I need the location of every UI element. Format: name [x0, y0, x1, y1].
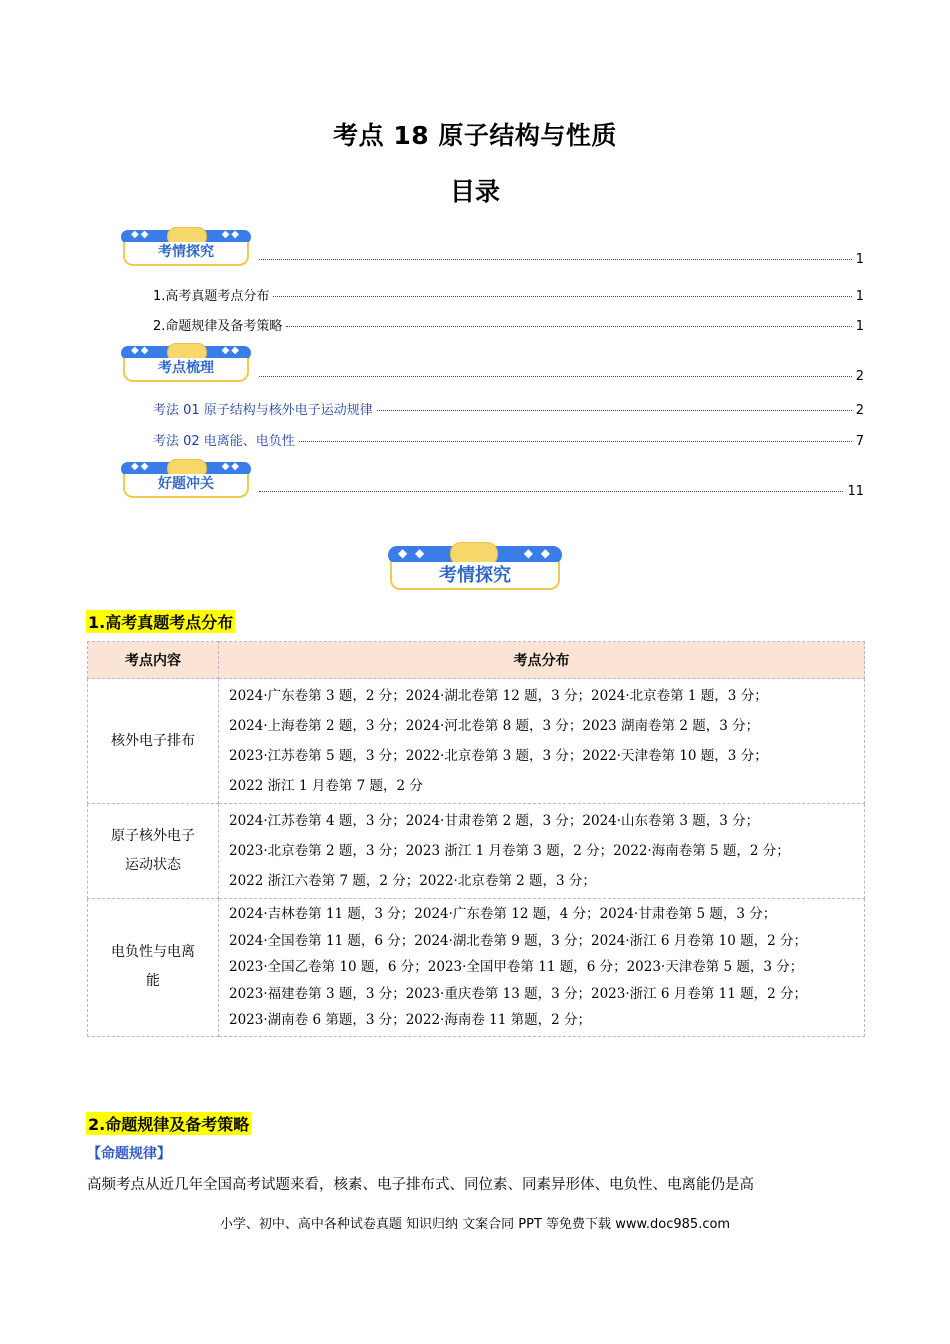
section-badge-exam-analysis [388, 546, 562, 592]
exam-line: 2023·湖南卷 6 第题，3 分；2022·海南卷 11 第题，2 分； [229, 1012, 591, 1028]
table-header-cell: 考点内容 [88, 642, 219, 679]
exam-line: 2023·全国乙卷第 10 题，6 分；2023·全国甲卷第 11 题，6 分；2023·天津卷第 5 题，3 分； [229, 959, 804, 975]
toc-line-badge1[interactable] [255, 252, 864, 267]
exam-line: 2023·福建卷第 3 题，3 分；2023·重庆卷第 13 题，3 分；2023·浙江 6 月卷第 11 题，2 分； [229, 985, 807, 1002]
toc-badge-practice[interactable] [121, 462, 251, 498]
exam-line: 2024·广东卷第 3 题，2 分；2024·湖北卷第 12 题，3 分；2024·北京卷第 1 题，3 分； [229, 688, 768, 704]
toc-item-exam-distribution[interactable] [153, 285, 864, 304]
badge-label: 考点梳理 [158, 360, 214, 376]
exam-line: 2022 浙江六卷第 7 题，2 分；2022·北京卷第 2 题，3 分； [229, 873, 596, 889]
toc-item-label: 考法 02 电离能、电负性 [153, 434, 295, 449]
badge-label: 考情探究 [158, 244, 214, 260]
toc-item-label: 考法 01 原子结构与核外电子运动规律 [153, 403, 373, 418]
table-category-cell [88, 899, 219, 1037]
toc-badge-knowledge-review[interactable] [121, 346, 251, 382]
section-title-exam-distribution: 1.高考真题考点分布 [86, 610, 235, 633]
toc-badge-exam-analysis[interactable] [121, 230, 251, 266]
exam-line: 2023·江苏卷第 5 题，3 分；2022·北京卷第 3 题，3 分；2022·天津卷第 10 题，3 分； [229, 748, 768, 764]
toc-heading: 目录 [449, 177, 500, 206]
rule-heading: 【命题规律】 [87, 1146, 171, 1162]
toc-page-number: 1 [855, 319, 864, 334]
badge-bar: ◆◆ ◆◆ [121, 230, 251, 244]
table-items-cell [219, 899, 865, 1037]
toc-item-proposition-rules[interactable] [153, 315, 864, 334]
body-paragraph: 高频考点从近几年全国高考试题来看，核素、电子排布式、同位素、同素异形体、电负性、电离能仍是高 [87, 1177, 754, 1193]
toc-leader [377, 409, 852, 411]
table-row [88, 804, 865, 899]
toc-leader [299, 440, 852, 442]
toc-page-number: 2 [855, 403, 864, 418]
toc-item-label: 2.命题规律及备考策略 [153, 319, 283, 334]
toc-item-label: 1.高考真题考点分布 [153, 289, 270, 304]
badge-bar: ◆◆ ◆◆ [121, 462, 251, 476]
table-items-cell [219, 804, 865, 899]
exam-line: 2022 浙江 1 月卷第 7 题，2 分 [229, 778, 423, 794]
toc-leader [259, 375, 852, 377]
badge-bar: ◆◆ ◆◆ [121, 346, 251, 360]
toc-page-number: 1 [855, 289, 864, 304]
exam-line: 2024·全国卷第 11 题，6 分；2024·湖北卷第 9 题，3 分；2024·浙江 6 月卷第 10 题，2 分； [229, 932, 807, 949]
page-footer: 小学、初中、高中各种试卷真题 知识归纳 文案合同 PPT 等免费下载 www.doc985.com [219, 1217, 731, 1232]
category-label: 电负性与电离 [111, 944, 195, 961]
table-category-cell [88, 804, 219, 899]
category-label: 核外电子排布 [111, 732, 195, 749]
toc-line-badge2[interactable] [255, 369, 864, 384]
exam-line: 2024·上海卷第 2 题，3 分；2024·河北卷第 8 题，3 分；2023 湖南卷第 2 题，3 分； [229, 718, 760, 734]
table-header-row [88, 642, 865, 679]
toc-line-badge3[interactable] [255, 484, 864, 499]
exam-line: 2023·北京卷第 2 题，3 分；2023 浙江 1 月卷第 3 题，2 分；2022·海南卷第 5 题，2 分； [229, 843, 790, 859]
toc-page-number: 2 [855, 369, 864, 384]
badge-label: 考情探究 [439, 565, 511, 586]
toc-leader [273, 295, 851, 297]
table-items-cell [219, 679, 865, 804]
badge-label: 好题冲关 [158, 476, 214, 492]
table-row [88, 679, 865, 804]
table-header-cell: 考点分布 [219, 642, 865, 679]
toc-page-number: 11 [847, 484, 864, 499]
exam-line: 2024·吉林卷第 11 题，3 分；2024·广东卷第 12 题，4 分；2024·甘肃卷第 5 题，3 分； [229, 906, 777, 922]
table-row [88, 899, 865, 1037]
toc-item-method-02[interactable] [153, 430, 864, 449]
category-label: 运动状态 [125, 857, 181, 873]
badge-bar: ◆ ◆ ◆ ◆ [388, 546, 562, 564]
category-label: 能 [146, 973, 160, 990]
toc-leader [286, 325, 851, 327]
table-category-cell [88, 679, 219, 804]
exam-distribution-table [87, 641, 865, 1037]
exam-line: 2024·江苏卷第 4 题，3 分；2024·甘肃卷第 2 题，3 分；2024·山东卷第 3 题，3 分； [229, 813, 760, 829]
toc-leader [259, 490, 843, 492]
toc-item-method-01[interactable] [153, 399, 864, 418]
section-title-proposition-rules: 2.命题规律及备考策略 [86, 1112, 251, 1135]
toc-page-number: 7 [855, 434, 864, 449]
toc-page-number: 1 [855, 252, 864, 267]
toc-leader [259, 258, 852, 260]
category-label: 原子核外电子 [111, 828, 195, 844]
page-title: 考点 18 原子结构与性质 [333, 121, 617, 150]
